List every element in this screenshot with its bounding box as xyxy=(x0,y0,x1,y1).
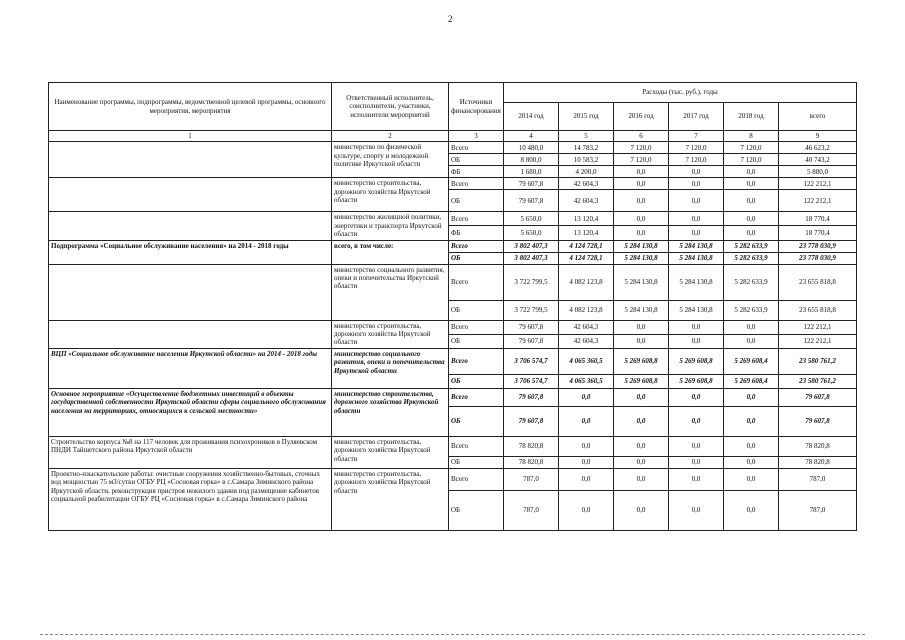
header-year: 2015 год xyxy=(559,103,614,131)
expense-value: 18 770,4 xyxy=(779,226,857,240)
funding-source: ОБ xyxy=(449,490,504,530)
funding-source: ОБ xyxy=(449,406,504,436)
expense-value: 0,0 xyxy=(559,406,614,436)
program-name: Проектно-изыскательские работы: очистные сооружения хозяйственно-бытовых, сточных вод мощностью 75 м3/сутки ОГБУ РЦ «Сосновая горка» в с.Самара Зиминского района Иркутской области, реконструкция пристроя нежилого здания под размещение кабинетов социальной реабилитации ОГБУ РЦ «Сосновая горка» в с.Самара Зиминского района xyxy=(49,468,332,530)
expense-value: 0,0 xyxy=(614,226,669,240)
page-number: 2 xyxy=(448,14,453,24)
expense-value: 4 082 123,8 xyxy=(559,300,614,320)
responsible-executor: министерство жилищной политики, энергетики и транспорта Иркутской области xyxy=(332,212,449,240)
expense-value: 13 120,4 xyxy=(559,212,614,226)
program-name xyxy=(49,264,332,320)
expense-value: 3 706 574,7 xyxy=(504,374,559,388)
expense-value: 0,0 xyxy=(669,468,724,490)
responsible-executor: министерство строительства, дорожного хозяйства Иркутской области xyxy=(332,388,449,436)
responsible-executor: министерство строительства, дорожного хозяйства Иркутской области xyxy=(332,436,449,468)
expense-value: 3 722 799,5 xyxy=(504,264,559,300)
table-row xyxy=(49,468,857,490)
responsible-executor: министерство строительства, дорожного хозяйства Иркутской области xyxy=(332,178,449,212)
expense-value: 14 783,2 xyxy=(559,142,614,154)
expense-value: 122 212,1 xyxy=(779,178,857,190)
expense-value: 0,0 xyxy=(559,468,614,490)
expense-value: 5 269 608,8 xyxy=(614,348,669,374)
expense-value: 4 200,0 xyxy=(559,166,614,178)
expense-value: 13 120,4 xyxy=(559,226,614,240)
expense-value: 5 282 633,9 xyxy=(724,240,779,252)
expense-value: 8 800,0 xyxy=(504,154,559,166)
funding-source: Всего xyxy=(449,142,504,154)
table-row xyxy=(49,436,857,456)
expense-value: 0,0 xyxy=(614,178,669,190)
table-row xyxy=(49,388,857,406)
responsible-executor: министерство строительства, дорожного хозяйства Иркутской области xyxy=(332,468,449,530)
expense-value: 23 580 761,2 xyxy=(779,348,857,374)
funding-source: Всего xyxy=(449,212,504,226)
funding-source: Всего xyxy=(449,320,504,334)
expense-value: 4 065 360,5 xyxy=(559,348,614,374)
expense-value: 5 284 130,8 xyxy=(669,264,724,300)
expense-value: 23 778 030,9 xyxy=(779,240,857,252)
header-year: 2014 год xyxy=(504,103,559,131)
expense-value: 5 284 130,8 xyxy=(669,240,724,252)
expense-value: 79 607,8 xyxy=(779,388,857,406)
expense-value: 0,0 xyxy=(724,456,779,468)
expense-value: 5 284 130,8 xyxy=(669,300,724,320)
expense-value: 0,0 xyxy=(669,212,724,226)
expense-value: 79 607,8 xyxy=(504,388,559,406)
funding-source: ОБ xyxy=(449,300,504,320)
expense-value: 0,0 xyxy=(669,226,724,240)
expense-value: 4 124 728,1 xyxy=(559,252,614,264)
funding-source: ФБ xyxy=(449,166,504,178)
funding-source: ОБ xyxy=(449,374,504,388)
expense-value: 0,0 xyxy=(724,436,779,456)
expense-value: 0,0 xyxy=(669,388,724,406)
expense-value: 18 770,4 xyxy=(779,212,857,226)
expense-value: 46 623,2 xyxy=(779,142,857,154)
expense-value: 42 604,3 xyxy=(559,320,614,334)
header-index: 1 xyxy=(49,131,332,142)
expense-value: 0,0 xyxy=(724,334,779,348)
responsible-executor: министерство социального развития, опеки и попечительства Иркутской области xyxy=(332,348,449,388)
expense-value: 42 604,3 xyxy=(559,190,614,212)
expense-value: 5 282 633,9 xyxy=(724,252,779,264)
funding-source: Всего xyxy=(449,264,504,300)
expense-value: 23 778 030,9 xyxy=(779,252,857,264)
funding-source: Всего xyxy=(449,468,504,490)
header-index: 9 xyxy=(779,131,857,142)
expense-value: 78 820,8 xyxy=(779,436,857,456)
expense-value: 5 269 608,4 xyxy=(724,374,779,388)
expense-value: 0,0 xyxy=(724,468,779,490)
expense-value: 7 120,0 xyxy=(669,142,724,154)
expense-value: 7 120,0 xyxy=(724,142,779,154)
program-name xyxy=(49,320,332,348)
expense-value: 4 065 360,5 xyxy=(559,374,614,388)
funding-source: ОБ xyxy=(449,252,504,264)
header-index: 3 xyxy=(449,131,504,142)
expense-value: 5 284 130,8 xyxy=(614,240,669,252)
header-year: всего xyxy=(779,103,857,131)
expense-value: 0,0 xyxy=(669,320,724,334)
expense-value: 122 212,1 xyxy=(779,190,857,212)
header-index: 5 xyxy=(559,131,614,142)
expense-value: 79 607,8 xyxy=(504,334,559,348)
expense-value: 0,0 xyxy=(614,468,669,490)
expense-value: 0,0 xyxy=(669,490,724,530)
header-index: 4 xyxy=(504,131,559,142)
header-year: 2018 год xyxy=(724,103,779,131)
expense-value: 78 820,8 xyxy=(779,456,857,468)
expense-value: 3 802 407,3 xyxy=(504,252,559,264)
expense-value: 7 120,0 xyxy=(614,154,669,166)
expense-value: 0,0 xyxy=(669,334,724,348)
table-row xyxy=(49,348,857,374)
expense-value: 0,0 xyxy=(614,490,669,530)
expense-value: 0,0 xyxy=(614,456,669,468)
expense-value: 5 284 130,8 xyxy=(669,252,724,264)
header-year: 2017 год xyxy=(669,103,724,131)
expense-value: 5 269 608,8 xyxy=(614,374,669,388)
funding-source: ОБ xyxy=(449,334,504,348)
expense-value: 79 607,8 xyxy=(504,406,559,436)
expense-value: 787,0 xyxy=(779,468,857,490)
budget-table xyxy=(48,82,857,531)
expense-value: 5 650,0 xyxy=(504,212,559,226)
expense-value: 3 706 574,7 xyxy=(504,348,559,374)
funding-source: Всего xyxy=(449,240,504,252)
expense-value: 5 880,0 xyxy=(779,166,857,178)
expense-value: 0,0 xyxy=(614,212,669,226)
funding-source: ОБ xyxy=(449,456,504,468)
header-index: 7 xyxy=(669,131,724,142)
table-row xyxy=(49,264,857,300)
expense-value: 787,0 xyxy=(504,468,559,490)
header-name: Наименование программы, подпрограммы, ведомственной целевой программы, основного мероприятия, мероприятия xyxy=(49,83,332,131)
expense-value: 0,0 xyxy=(559,388,614,406)
program-name xyxy=(49,178,332,212)
program-name: Подпрограмма «Социальное обслуживание населения» на 2014 - 2018 годы xyxy=(49,240,332,264)
header-index: 8 xyxy=(724,131,779,142)
expense-value: 0,0 xyxy=(669,190,724,212)
table-row xyxy=(49,240,857,252)
funding-source: Всего xyxy=(449,436,504,456)
header-index: 2 xyxy=(332,131,449,142)
expense-value: 0,0 xyxy=(724,178,779,190)
program-name xyxy=(49,142,332,178)
expense-value: 40 743,2 xyxy=(779,154,857,166)
expense-value: 3 802 407,3 xyxy=(504,240,559,252)
funding-source: Всего xyxy=(449,348,504,374)
expense-value: 0,0 xyxy=(614,320,669,334)
responsible-executor: министерство по физической культуре, спорту и молодежной политике Иркутской области xyxy=(332,142,449,178)
expense-value: 122 212,1 xyxy=(779,334,857,348)
program-name: ВЦП «Социальное обслуживание населения Иркутской области» на 2014 - 2018 годы xyxy=(49,348,332,388)
expense-value: 79 607,8 xyxy=(504,320,559,334)
expense-value: 0,0 xyxy=(724,406,779,436)
expense-value: 0,0 xyxy=(614,334,669,348)
expense-value: 7 120,0 xyxy=(724,154,779,166)
funding-source: ОБ xyxy=(449,154,504,166)
expense-value: 0,0 xyxy=(724,388,779,406)
expense-value: 7 120,0 xyxy=(669,154,724,166)
program-name: Строительство корпуса №8 на 117 человек для проживания психохроников в Пуляевском ПНДИ Тайшетского района Иркутской области xyxy=(49,436,332,468)
funding-source: ФБ xyxy=(449,226,504,240)
expense-value: 42 604,3 xyxy=(559,334,614,348)
expense-value: 0,0 xyxy=(614,388,669,406)
expense-value: 79 607,8 xyxy=(504,178,559,190)
responsible-executor: министерство строительства, дорожного хозяйства Иркутской области xyxy=(332,320,449,348)
expense-value: 0,0 xyxy=(559,436,614,456)
funding-source: ОБ xyxy=(449,190,504,212)
table-row xyxy=(49,320,857,334)
expense-value: 787,0 xyxy=(779,490,857,530)
expense-value: 0,0 xyxy=(724,212,779,226)
expense-value: 5 650,0 xyxy=(504,226,559,240)
expense-value: 23 655 818,8 xyxy=(779,264,857,300)
expense-value: 5 269 608,8 xyxy=(669,348,724,374)
expense-value: 23 580 761,2 xyxy=(779,374,857,388)
expense-value: 0,0 xyxy=(724,166,779,178)
header-index: 6 xyxy=(614,131,669,142)
header-responsible: Ответственный исполнитель, соисполнители, участники, исполнители мероприятий xyxy=(332,83,449,131)
expense-value: 42 604,3 xyxy=(559,178,614,190)
expense-value: 5 284 130,8 xyxy=(614,252,669,264)
expense-value: 5 269 608,8 xyxy=(669,374,724,388)
expense-value: 0,0 xyxy=(669,166,724,178)
expense-value: 0,0 xyxy=(724,320,779,334)
table-row xyxy=(49,178,857,190)
expense-value: 4 082 123,8 xyxy=(559,264,614,300)
responsible-executor: министерство социального развития, опеки и попечительства Иркутской области xyxy=(332,264,449,320)
responsible-executor: всего, в том числе: xyxy=(332,240,449,264)
expense-value: 4 124 728,1 xyxy=(559,240,614,252)
header-year: 2016 год xyxy=(614,103,669,131)
expense-value: 0,0 xyxy=(669,178,724,190)
program-name xyxy=(49,212,332,240)
program-name: Основное мероприятие «Осуществление бюджетных инвестиций в объекты государственной собственности Иркутской области сферы социального обслуживания населения на территориях, относящихся к сельской местности» xyxy=(49,388,332,436)
table-row xyxy=(49,212,857,226)
expense-value: 79 607,8 xyxy=(779,406,857,436)
expense-value: 0,0 xyxy=(614,190,669,212)
expense-value: 0,0 xyxy=(669,436,724,456)
expense-value: 1 680,0 xyxy=(504,166,559,178)
expense-value: 0,0 xyxy=(614,166,669,178)
expense-value: 0,0 xyxy=(724,226,779,240)
expense-value: 5 269 608,4 xyxy=(724,348,779,374)
expense-value: 23 655 818,8 xyxy=(779,300,857,320)
expense-value: 0,0 xyxy=(669,406,724,436)
header-expenses: Расходы (тыс. руб.), годы xyxy=(504,83,857,103)
expense-value: 79 607,8 xyxy=(504,190,559,212)
expense-value: 10 583,2 xyxy=(559,154,614,166)
expense-value: 0,0 xyxy=(669,456,724,468)
expense-value: 0,0 xyxy=(559,456,614,468)
header-source: Источники финансирования xyxy=(449,83,504,131)
expense-value: 0,0 xyxy=(559,490,614,530)
funding-source: Всего xyxy=(449,178,504,190)
expense-value: 3 722 799,5 xyxy=(504,300,559,320)
expense-value: 0,0 xyxy=(724,190,779,212)
expense-value: 122 212,1 xyxy=(779,320,857,334)
expense-value: 5 282 633,9 xyxy=(724,300,779,320)
expense-value: 0,0 xyxy=(614,436,669,456)
expense-value: 78 820,8 xyxy=(504,456,559,468)
expense-value: 78 820,8 xyxy=(504,436,559,456)
expense-value: 5 284 130,8 xyxy=(614,264,669,300)
table-row xyxy=(49,142,857,154)
page-bottom-line xyxy=(40,634,865,635)
expense-value: 10 480,0 xyxy=(504,142,559,154)
expense-value: 0,0 xyxy=(724,490,779,530)
funding-source: Всего xyxy=(449,388,504,406)
expense-value: 5 284 130,8 xyxy=(614,300,669,320)
expense-value: 0,0 xyxy=(614,406,669,436)
expense-value: 7 120,0 xyxy=(614,142,669,154)
expense-value: 5 282 633,9 xyxy=(724,264,779,300)
expense-value: 787,0 xyxy=(504,490,559,530)
